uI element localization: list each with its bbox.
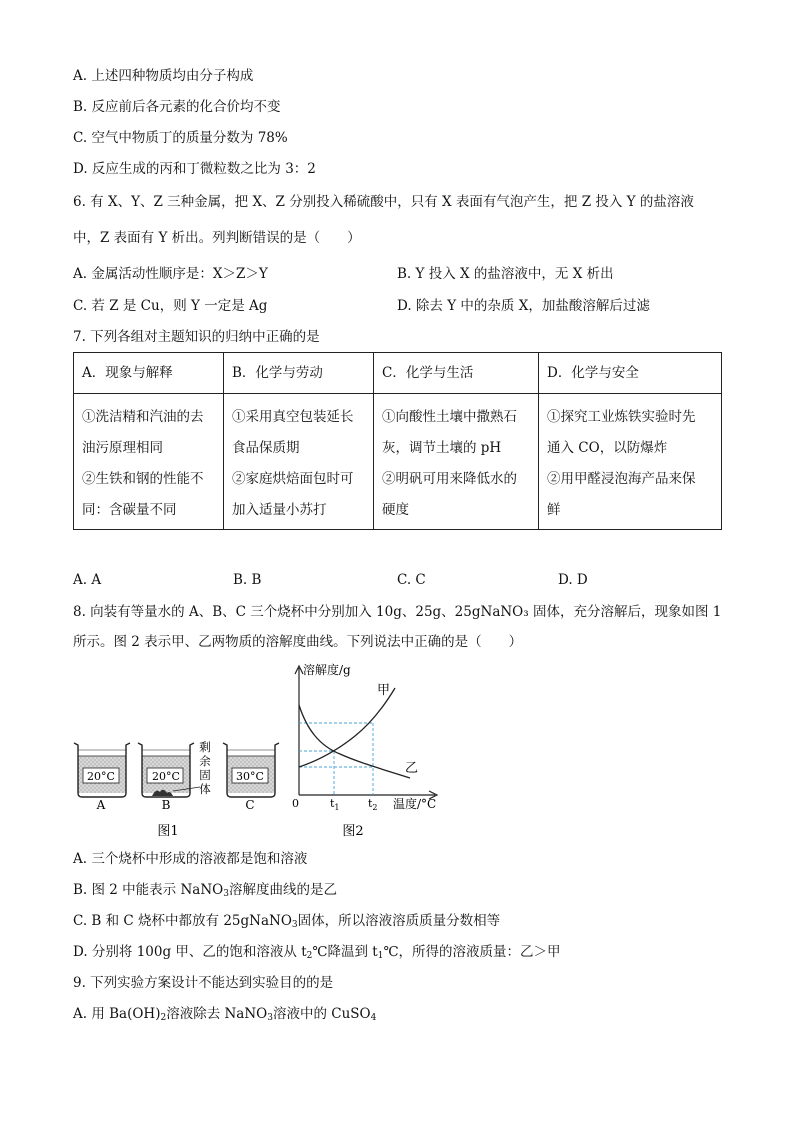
- figure-1-beakers: [70, 735, 290, 840]
- table-cell-line: 硬度: [382, 502, 409, 518]
- residue-label-4: 体: [199, 782, 211, 796]
- table-cell-d: [539, 394, 722, 530]
- table-header-d: D．化学与安全: [539, 353, 722, 394]
- table-cell-c: [374, 394, 539, 530]
- q6-stem-line2: 中，Z 表面有 Y 析出。列判断错误的是（ ）: [73, 230, 361, 246]
- table-cell-line: ②用甲醛浸泡海产品来保: [547, 471, 696, 487]
- table-header-b: B．化学与劳动: [224, 353, 374, 394]
- table-header-c: C．化学与生活: [374, 353, 539, 394]
- table-cell-a: [74, 394, 224, 530]
- origin-label: 0: [292, 797, 299, 810]
- q6-option-d: D. 除去 Y 中的杂质 X，加盐酸溶解后过滤: [397, 298, 650, 314]
- q8-stem-line1: 8. 向装有等量水的 A、B、C 三个烧杯中分别加入 10g、25g、25gNaNO₃ 固体，充分溶解后，现象如图 1: [73, 604, 722, 620]
- table-cell-line: 同：含碳量不同: [82, 502, 177, 518]
- q5-option-a: A. 上述四种物质均由分子构成: [73, 68, 254, 84]
- q5-option-b: B. 反应前后各元素的化合价均不变: [73, 99, 281, 115]
- tick-t1: $t_1$: [330, 797, 340, 812]
- q7-option-a: A. A: [73, 572, 102, 588]
- table-cell-line: 灰，调节土壤的 pH: [382, 440, 502, 456]
- table-cell-b: [224, 394, 374, 530]
- residue-label-3: 固: [199, 768, 211, 782]
- q8-option-b: B. 图 2 中能表示 NaNO$_3$溶解度曲线的是乙: [73, 882, 337, 899]
- q8-option-a: A. 三个烧杯中形成的溶液都是饱和溶液: [73, 851, 308, 867]
- q6-option-a: A. 金属活动性顺序是：X＞Z＞Y: [73, 266, 268, 282]
- table-header-row: [74, 353, 722, 394]
- q7-option-b: B. B: [233, 572, 262, 588]
- table-body-row: [74, 394, 722, 530]
- q6-option-b: B. Y 投入 X 的盐溶液中，无 X 析出: [397, 266, 614, 282]
- q5-option-d: D. 反应生成的丙和丁微粒数之比为 3：2: [73, 161, 316, 177]
- q6-option-c: C. 若 Z 是 Cu，则 Y 一定是 Ag: [73, 298, 268, 314]
- curve-jia: [299, 688, 395, 767]
- table-cell-line: 通入 CO，以防爆炸: [547, 440, 668, 456]
- q7-stem: 7. 下列各组对主题知识的归纳中正确的是: [73, 329, 320, 345]
- beaker-c-temp: 30°C: [236, 770, 264, 783]
- table-cell-line: ②生铁和钢的性能不: [82, 471, 204, 487]
- table-cell-line: ②明矾可用来降低水的: [382, 471, 517, 487]
- table-cell-line: ①采用真空包装延长: [232, 409, 354, 425]
- table-cell-line: ①向酸性土壤中撒熟石: [382, 409, 517, 425]
- q6-stem-line1: 6. 有 X、Y、Z 三种金属，把 X、Z 分别投入稀硫酸中，只有 X 表面有气泡产生，把 Z 投入 Y 的盐溶液: [73, 194, 694, 210]
- table-cell-line: ①洗洁精和汽油的去: [82, 409, 204, 425]
- q8-option-c: C. B 和 C 烧杯中都放有 25gNaNO$_3$固体，所以溶液溶质质量分数相等: [73, 913, 501, 930]
- beaker-a-label: A: [96, 798, 106, 812]
- x-axis-label: 温度/°C: [393, 797, 437, 811]
- figure-2-solubility-chart: [285, 660, 455, 840]
- beaker-b-label: B: [161, 798, 171, 812]
- table-cell-line: 食品保质期: [232, 440, 300, 456]
- table-cell-line: 油污原理相同: [82, 440, 163, 456]
- residue-label-2: 余: [199, 754, 211, 768]
- figure-1-caption: 图1: [157, 824, 179, 839]
- q8-stem-line2: 所示。图 2 表示甲、乙两物质的溶解度曲线。下列说法中正确的是（ ）: [73, 634, 523, 650]
- figure-2-caption: 图2: [342, 824, 364, 839]
- q9-option-a: A. 用 $Ba(OH)_2$溶液除去 NaNO$_3$溶液中的 CuSO$_4$: [73, 1006, 377, 1023]
- table-cell-line: 鲜: [547, 502, 561, 518]
- curve-yi-label: 乙: [405, 761, 419, 776]
- residue-label-1: 剩: [199, 740, 211, 754]
- tick-t2: $t_2$: [368, 797, 378, 812]
- q5-option-c: C. 空气中物质丁的质量分数为 78%: [73, 130, 288, 146]
- beaker-a-temp: 20°C: [87, 770, 115, 783]
- table-header-a: A．现象与解释: [74, 353, 224, 394]
- q8-option-d: D. 分别将 100g 甲、乙的饱和溶液从 $t_2℃$降温到 $t_1℃$，所得的溶液质量：乙＞甲: [73, 944, 561, 961]
- q9-stem: 9. 下列实验方案设计不能达到实验目的的是: [73, 975, 334, 991]
- table-cell-line: 加入适量小苏打: [232, 502, 327, 518]
- beaker-b-temp: 20°C: [152, 770, 180, 783]
- q7-option-d: D. D: [558, 572, 588, 588]
- y-axis-label: 溶解度/g: [303, 663, 351, 677]
- table-cell-line: ①探究工业炼铁实验时先: [547, 409, 696, 425]
- q7-option-c: C. C: [397, 572, 426, 588]
- beaker-c-label: C: [245, 798, 255, 812]
- curve-jia-label: 甲: [377, 683, 391, 698]
- knowledge-table: [73, 352, 722, 530]
- table-cell-line: ②家庭烘焙面包时可: [232, 471, 354, 487]
